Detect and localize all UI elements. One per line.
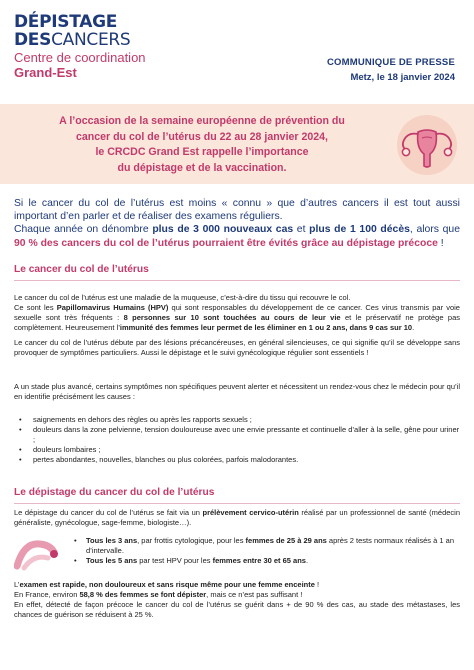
- list-item: • Tous les 3 ans, par frottis cytologique, pour les femmes de 25 à 29 ans après 2 tests normaux réalisés à 1 an d’intervalle.: [74, 536, 460, 556]
- list-item: • douleurs dans la zone pelvienne, tension douloureuse avec une envie pressante et continuelle d’aller à la selle, gêne pour uriner ;: [14, 425, 460, 445]
- section2-paragraph-1: Le dépistage du cancer du col de l’utérus se fait via un prélèvement cervico-utérin réalisé par un professionnel de santé (médecin généraliste, gynécologue, sage-femme, biologiste…).: [14, 508, 460, 527]
- section1-paragraph-1: Le cancer du col de l’utérus est une maladie de la muqueuse, c’est-à-dire du tissu qui recouvre le col. Ce sont les Papillomavirus Humains (HPV) qui sont responsables du développement de ce cancer. Ces virus transmis par voie sexuelle sont très fréquents : 8 personnes sur 10 sont touchées au cours de leur vie et le préservatif ne protège pas complètement. Heureusement l’immunité des femmes leur permet de les éliminer en 1 ou 2 ans, dans 9 cas sur 10.: [14, 293, 461, 332]
- section-divider: [14, 503, 460, 504]
- press-release-header: [327, 57, 455, 83]
- list-item: • Tous les 5 ans par test HPV pour les femmes entre 30 et 65 ans.: [74, 556, 460, 566]
- list-item: • douleurs lombaires ;: [14, 445, 460, 455]
- section-divider: [14, 280, 460, 281]
- section-title-cancer: Le cancer du col de l’utérus: [14, 264, 149, 275]
- press-title: COMMUNIQUE DE PRESSE: [326, 57, 455, 68]
- list-item: • saignements en dehors des règles ou après les rapports sexuels ;: [14, 415, 460, 425]
- intro-text: [14, 197, 460, 250]
- screening-schedule: [14, 536, 460, 576]
- logo-region: Grand-Est: [14, 65, 77, 80]
- banner-text: A l’occasion de la semaine européenne de prévention du cancer du col de l’utérus du 22 au 28 janvier 2024, le CRCDC Grand Est rappelle l’importance du dépistage et de la vaccination.: [59, 115, 345, 174]
- section2-closing: L’examen est rapide, non douloureux et sans risque même pour une femme enceinte ! En France, environ 58,8 % des femmes se font dépister, mais ce n’est pas suffisant ! En effet, détecté de façon précoce le cancer du col de l’utérus se guérit dans + de 90 % des cas, au stade des métastases, les chances de guérison se réduisent à 25 %.: [14, 580, 460, 619]
- section-title-screening: Le dépistage du cancer du col de l’utérus: [14, 487, 215, 498]
- list-item: • pertes abondantes, nouvelles, blanches ou plus colorées, parfois malodorantes.: [14, 455, 460, 465]
- logo: [14, 13, 214, 80]
- logo-line-2: DESCANCERS: [14, 30, 131, 50]
- uterus-icon: [388, 110, 466, 180]
- section1-paragraph-3: A un stade plus avancé, certains symptômes non spécifiques peuvent alerter et nécessitent un rendez-vous chez le médecin pour qu’il en identifie précisément les causes :: [14, 382, 460, 401]
- logo-line-1: DÉPISTAGE: [14, 12, 118, 32]
- symptoms-list: [14, 415, 460, 465]
- press-date: Metz, le 18 janvier 2024: [350, 72, 455, 83]
- intro-paragraph-2: Chaque année on dénombre plus de 3 000 nouveaux cas et plus de 1 100 décès, alors que 90 % des cancers du col de l’utérus pourraient être évités grâce au dépistage précoce !: [14, 224, 460, 249]
- announcement-banner: [0, 104, 474, 184]
- intro-paragraph-1: Si le cancer du col de l’utérus est moins « connu » que d’autres cancers il est tout aussi important d’en parler et de réaliser des examens réguliers.: [14, 198, 460, 223]
- speculum-icon: [14, 536, 60, 574]
- logo-subtitle: Centre de coordination: [14, 50, 146, 65]
- section1-paragraph-2: Le cancer du col de l’utérus débute par des lésions précancéreuses, en général silencieuses, ce qui signifie qu’il se développe sans provoquer de symptômes particuliers. Aussi le dépistage et le suivi gynécologique régulier sont essentiels !: [14, 338, 460, 357]
